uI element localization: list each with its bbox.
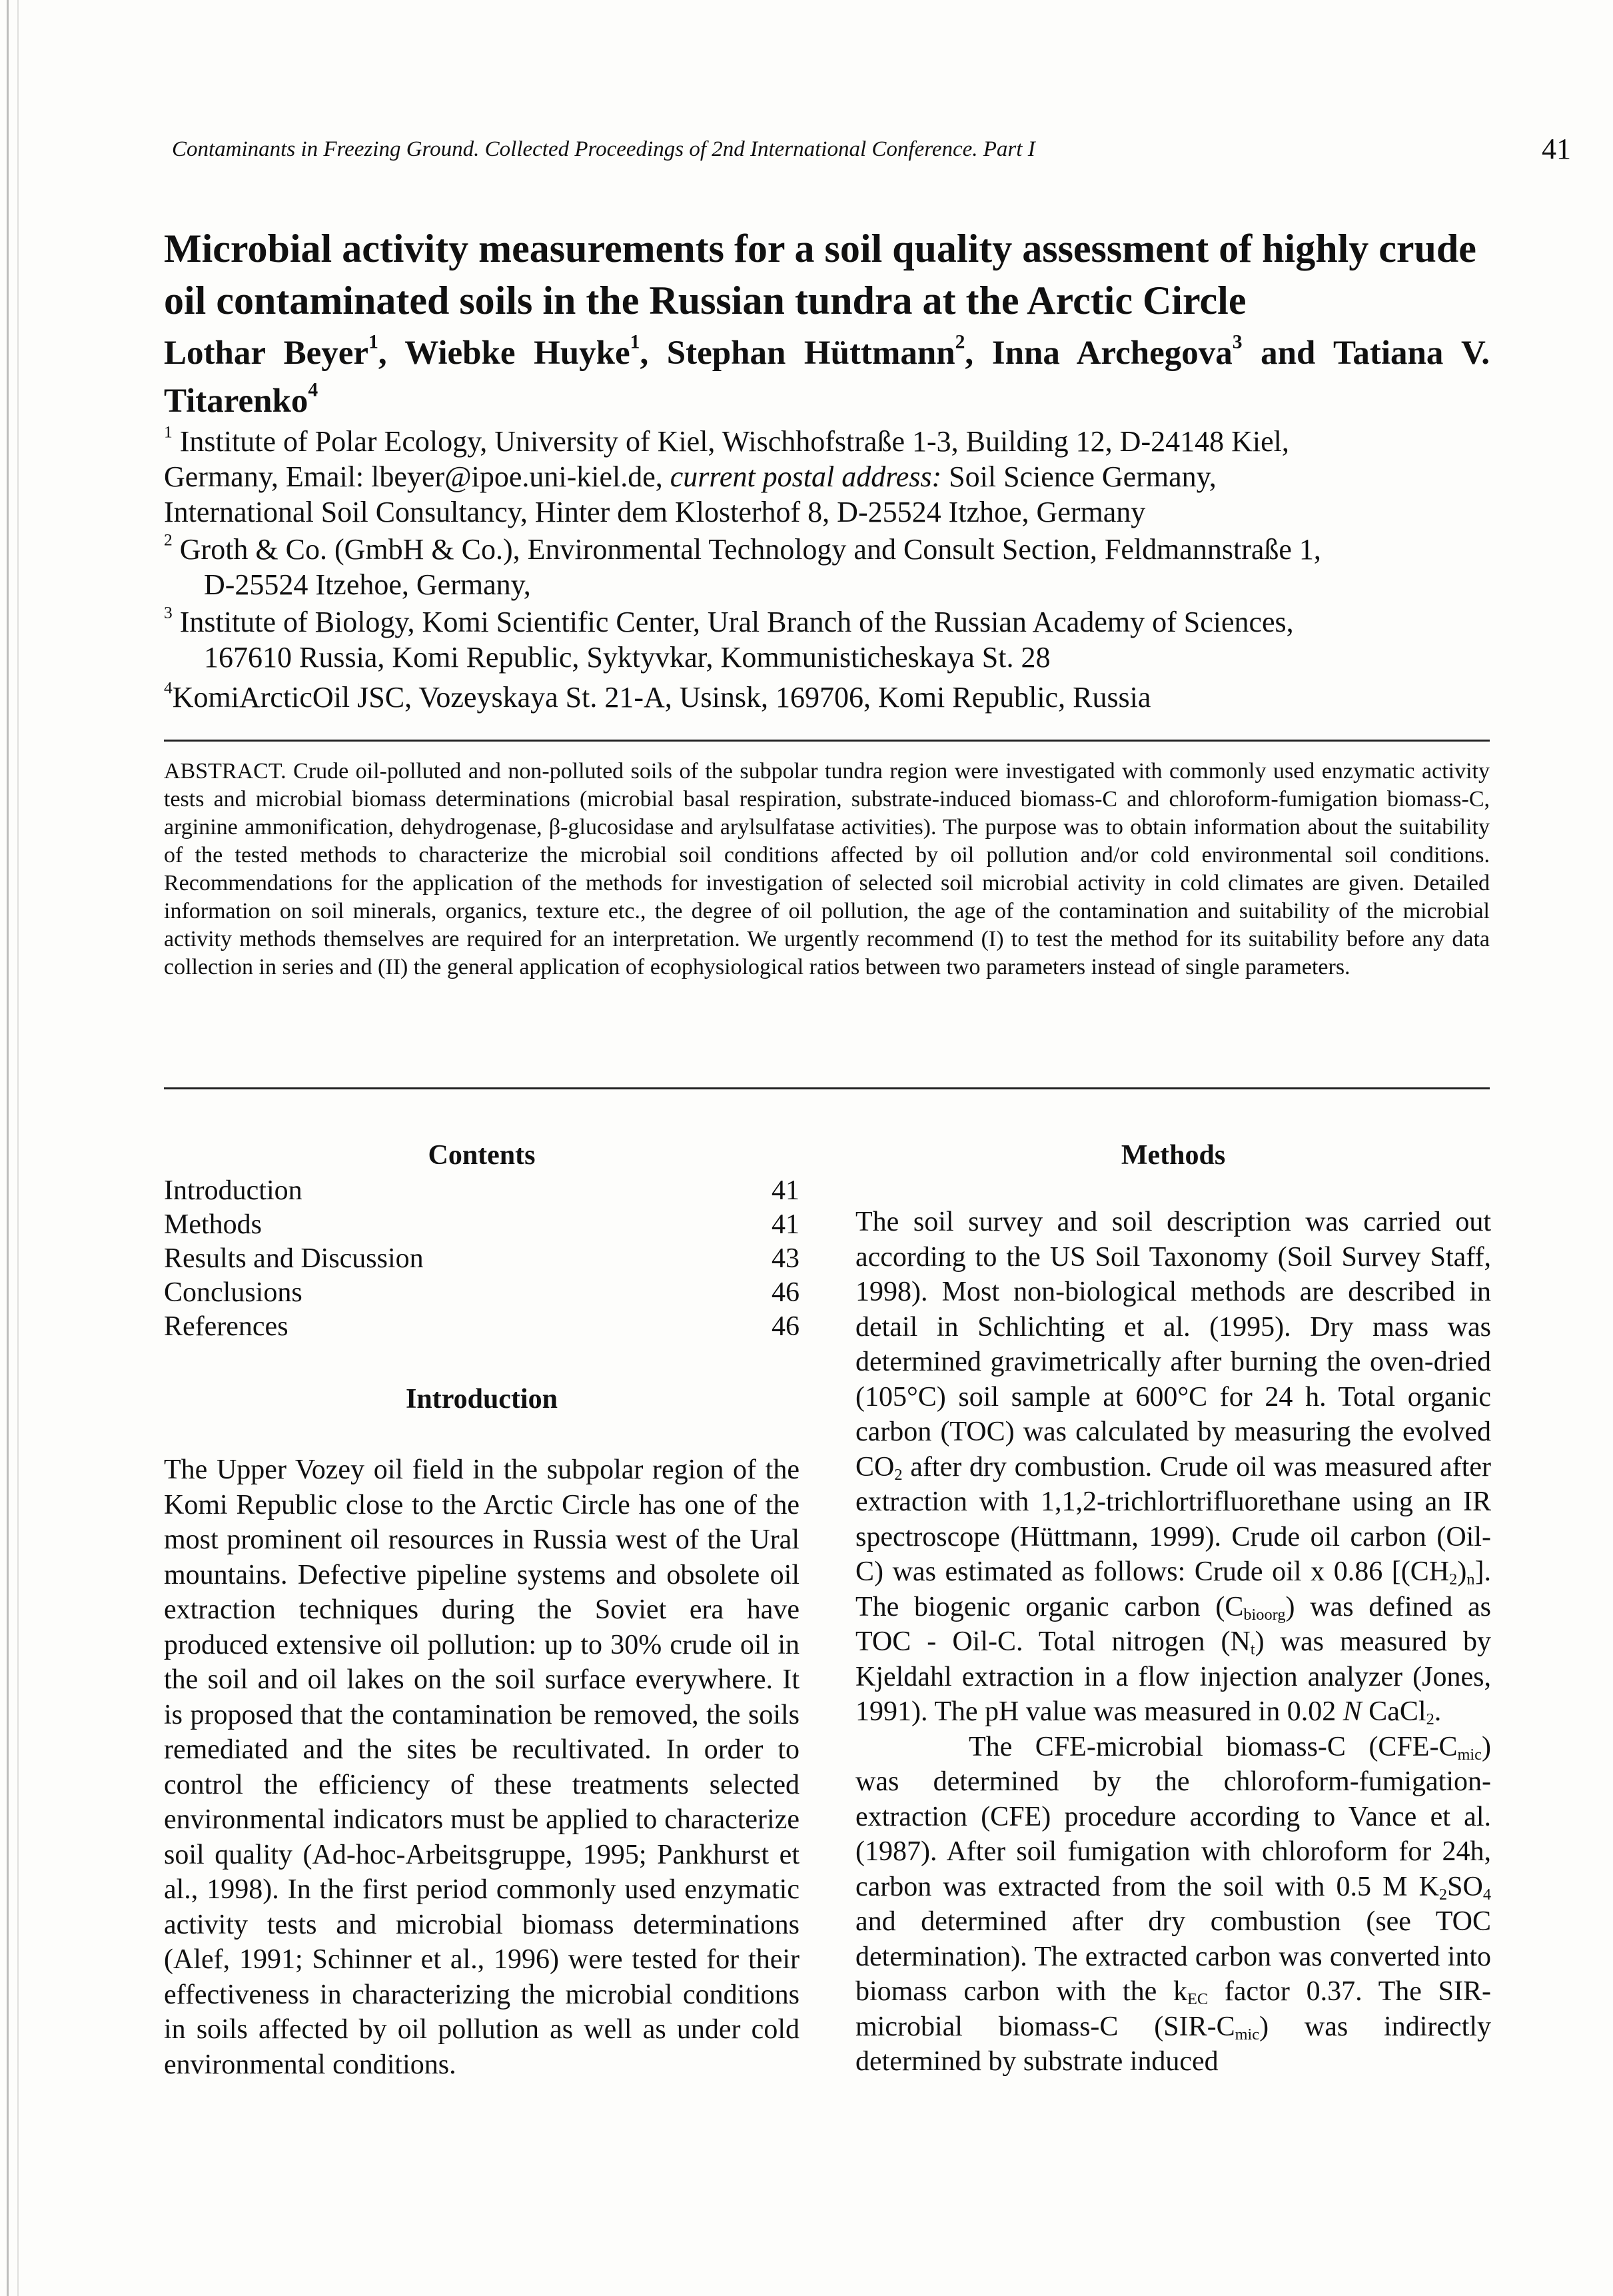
introduction-heading: Introduction	[406, 1384, 558, 1415]
table-of-contents	[164, 1174, 800, 1344]
author-affiliation-marker: 1	[368, 331, 378, 353]
affiliation-text: 167610 Russia, Komi Republic, Syktyvkar, Kommunisticheskaya St. 28	[204, 641, 1051, 674]
abstract-top-rule	[164, 740, 1490, 742]
toc-entry-label: Conclusions	[164, 1277, 302, 1308]
author-name: Inna Archegova	[991, 334, 1233, 372]
affiliation-marker: 3	[164, 602, 173, 622]
affiliation-2	[164, 532, 1496, 602]
author-name: Tatiana V. Titarenko	[164, 334, 1490, 420]
toc-entry-page: 41	[772, 1209, 800, 1240]
affiliation-text: International Soil Consultancy, Hinter dem Klosterhof 8, D-25524 Itzhoe, Germany	[164, 496, 1146, 528]
affiliation-marker: 2	[164, 530, 173, 550]
affiliation-marker: 4	[164, 678, 173, 698]
affiliation-3	[164, 604, 1496, 675]
journal-title: Contaminants in Freezing Ground. Collected Proceedings of 2nd International Conference. Part I	[172, 137, 1035, 161]
author-name: Stephan Hüttmann	[666, 334, 955, 372]
toc-entry-page: 41	[772, 1175, 800, 1206]
affiliation-1	[164, 424, 1496, 530]
affiliation-marker: 1	[164, 422, 173, 442]
affiliation-text: KomiArcticOil JSC, Vozeyskaya St. 21-A, Usinsk, 169706, Komi Republic, Russia	[172, 681, 1151, 714]
author-name: Wiebke Huyke	[404, 334, 630, 372]
toc-entry	[164, 1242, 800, 1276]
toc-entry-label: References	[164, 1311, 288, 1342]
methods-text	[855, 1205, 1491, 2079]
methods-paragraph: The CFE-microbial biomass-C $(CFE-C_{mic})$ was determined by the chloroform-fumigation-extraction (CFE) procedure according to Vance et al. (1987). After soil fumigation with chloroform for 24h, carbon was extracted from the soil with 0.5 M $K_2SO_4$ and determined after dry combustion (see TOC determination). The extracted carbon was converted into biomass carbon with the $k_{EC}$ factor 0.37. The SIR-microbial biomass-C $(SIR-C_{mic})$ was indirectly determined by substrate induced	[855, 1731, 1491, 2077]
toc-entry	[164, 1310, 800, 1344]
affiliation-text: current postal address:	[670, 460, 942, 493]
affiliation-text: Germany, Email: lbeyer@ipoe.uni-kiel.de,	[164, 460, 663, 493]
paper-title: Microbial activity measurements for a soil quality assessment of highly crude oil contaminated soils in the Russian tundra at the Arctic Circle	[164, 227, 1476, 322]
introduction-text: The Upper Vozey oil field in the subpolar region of the Komi Republic close to the Arctic Circle has one of the most prominent oil resources in Russia west of the Ural mountains. Defective pipeline systems and obsolete oil extraction techniques during the Soviet era have produced extensive oil pollution: up to 30% crude oil in the soil and oil lakes on the soil surface everywhere. It is proposed that the contamination be removed, the soils remediated and the sites be recultivated. In order to control the efficiency of these treatments selected environmental indicators must be applied to characterize soil quality (Ad-hoc-Arbeitsgruppe, 1995; Pankhurst et al., 1998). In the first period commonly used enzymatic activity tests and microbial biomass determinations (Alef, 1991; Schinner et al., 1996) were tested for their effectiveness in characterizing the microbial conditions in soils affected by oil pollution as well as under cold environmental conditions.	[164, 1454, 800, 2080]
methods-heading: Methods	[1121, 1140, 1226, 1171]
running-header	[172, 133, 1571, 177]
affiliation-4	[164, 680, 1496, 715]
abstract-bottom-rule	[164, 1087, 1490, 1089]
author-affiliation-marker: 4	[308, 379, 318, 401]
contents-heading: Contents	[428, 1140, 536, 1171]
abstract: ABSTRACT. Crude oil-polluted and non-polluted soils of the subpolar tundra region were investigated with commonly used enzymatic activity tests and microbial biomass determinations (microbial basal respiration, substrate-induced biomass-C and chloroform-fumigation biomass-C, arginine ammonification, dehydrogenase, β-glucosidase and arylsulfatase activities). The purpose was to obtain information about the suitability of the tested methods to characterize the microbial soil conditions affected by oil pollution and/or cold environmental soil conditions. Recommendations for the application of the methods for investigation of selected soil microbial activity in cold climates are given. Detailed information on soil minerals, organics, texture etc., the degree of oil pollution, the age of the contamination and suitability of the microbial activity methods themselves are required for an interpretation. We urgently recommend (I) to test the method for its suitability before any data collection in series and (II) the general application of ecophysiological ratios between two parameters instead of single parameters.	[164, 759, 1490, 979]
affiliation-text: Soil Science Germany,	[949, 460, 1217, 493]
author-affiliation-marker: 2	[955, 331, 965, 353]
affiliation-text: Institute of Polar Ecology, University of Kiel, Wischhofstraße 1-3, Building 12, D-24148 Kiel,	[179, 425, 1289, 458]
toc-entry	[164, 1174, 800, 1208]
toc-entry-label: Methods	[164, 1209, 262, 1240]
author-name: Lothar Beyer	[164, 334, 369, 372]
toc-entry	[164, 1276, 800, 1310]
toc-entry-page: 43	[772, 1243, 800, 1274]
toc-entry-label: Results and Discussion	[164, 1243, 424, 1274]
affiliation-text: D-25524 Itzehoe, Germany,	[204, 568, 531, 601]
affiliation-text: Institute of Biology, Komi Scientific Center, Ural Branch of the Russian Academy of Sciences,	[179, 606, 1294, 638]
author-and: and	[1261, 334, 1316, 372]
page-number: 41	[1542, 133, 1571, 165]
scan-edge-line	[7, 0, 9, 2296]
toc-entry-page: 46	[772, 1277, 800, 1308]
author-affiliation-marker: 3	[1232, 331, 1243, 353]
toc-entry-label: Introduction	[164, 1175, 302, 1206]
scan-edge-line	[17, 0, 19, 2296]
methods-paragraph: The soil survey and soil description was carried out according to the US Soil Taxonomy (Soil Survey Staff, 1998). Most non-biological methods are described in detail in Schlichting et al. (1995). Dry mass was determined gravimetrically after burning the oven-dried (105°C) soil sample at 600°C for 24 h. Total organic carbon (TOC) was calculated by measuring the evolved $CO_2$ after dry combustion. Crude oil was measured after extraction with 1,1,2-trichlortrifluorethane using an IR spectroscope (Hüttmann, 1999). Crude oil carbon (Oil-C) was estimated as follows: Crude oil x 0.86 $[(CH_2)_n]$. The biogenic organic carbon $(C_{bioorg})$ was defined as TOC - Oil-C. Total nitrogen $(N_t)$ was measured by Kjeldahl extraction in a flow injection analyzer (Jones, 1991). The pH value was measured in 0.02 N CaCl$_2$.	[855, 1207, 1492, 1729]
affiliation-text: Groth & Co. (GmbH & Co.), Environmental Technology and Consult Section, Feldmannstraße 1,	[179, 533, 1321, 566]
toc-entry-page: 46	[772, 1311, 800, 1342]
toc-entry	[164, 1208, 800, 1242]
author-affiliation-marker: 1	[630, 331, 640, 353]
author-list: Lothar Beyer$^1$, Wiebke Huyke$^1$, Stephan Hüttmann$^2$, Inna Archegova$^3$ and Tatiana V. Titarenko$^4$	[164, 331, 1490, 420]
